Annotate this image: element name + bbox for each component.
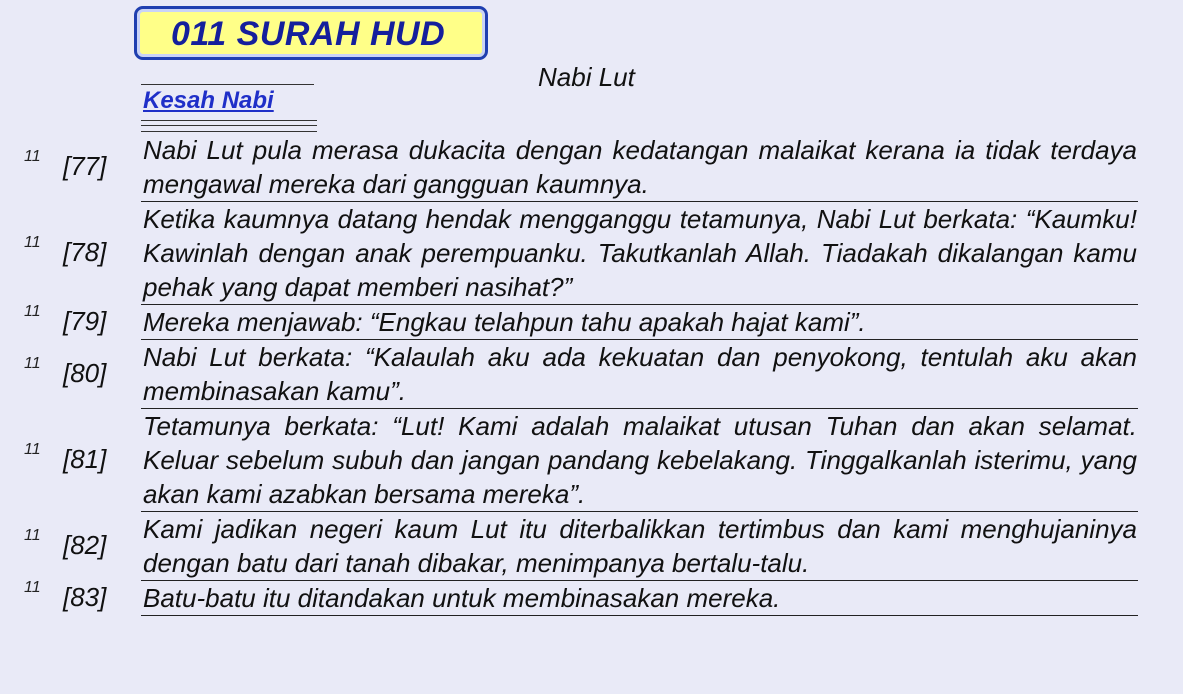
divider [141,131,317,132]
verse-text: Mereka menjawab: “Engkau telahpun tahu apakah hajat kami”. [143,307,866,337]
verse-number: [78] [63,237,107,267]
verse-text: Nabi Lut pula merasa dukacita dengan kedatangan malaikat kerana ia tidak terdaya mengawal mereka dari gangguan kaumnya. [143,135,1137,199]
verse-row [0,512,1183,580]
verse-text: Kami jadikan negeri kaum Lut itu diterbalikkan tertimbus dan kami menghujaninya dengan batu dari tanah dibakar, menimpanya bertalu-talu. [143,514,1137,578]
page-title: 011 SURAH HUD [171,15,446,53]
verse-chapter: 11 [24,527,41,544]
verse-text: Nabi Lut berkata: “Kalaulah aku ada kekuatan dan penyokong, tentulah aku akan membinasakan kamu”. [143,342,1137,406]
verse-divider [141,615,1138,616]
verse-row [0,409,1183,511]
verse-row [0,133,1183,201]
verse-number: [79] [63,306,107,336]
title-banner [134,6,488,60]
verse-number: [80] [63,358,107,388]
verse-number: [83] [63,582,107,612]
verse-text: Ketika kaumnya datang hendak mengganggu tetamunya, Nabi Lut berkata: “Kaumku! Kawinlah dengan anak perempuanku. Takutkanlah Allah. Tiadakah dikalangan kamu pehak yang dapat memberi nasihat?” [143,204,1137,302]
verse-row [0,340,1183,408]
verse-chapter: 11 [24,441,41,458]
section-heading: Kesah Nabi [143,87,274,114]
verse-chapter: 11 [24,355,41,372]
verse-text: Batu-batu itu ditandakan untuk membinasakan mereka. [143,583,781,613]
verse-chapter: 11 [24,579,41,596]
verse-row [0,581,1183,615]
verse-number: [82] [63,530,107,560]
divider [141,120,317,121]
divider [141,125,317,126]
verse-row [0,305,1183,339]
verse-number: [81] [63,444,107,474]
verse-list [0,133,1183,616]
verse-row [0,202,1183,304]
divider [141,84,314,85]
verse-text: Tetamunya berkata: “Lut! Kami adalah malaikat utusan Tuhan dan akan selamat. Keluar sebelum subuh dan jangan pandang kebelakang. Tinggalkanlah isterimu, yang akan kami azabkan bersama mereka”. [143,411,1137,509]
subject-heading: Nabi Lut [538,62,635,92]
verse-number: [77] [63,151,107,181]
verse-chapter: 11 [24,303,41,320]
verse-chapter: 11 [24,234,41,251]
verse-chapter: 11 [24,148,41,165]
